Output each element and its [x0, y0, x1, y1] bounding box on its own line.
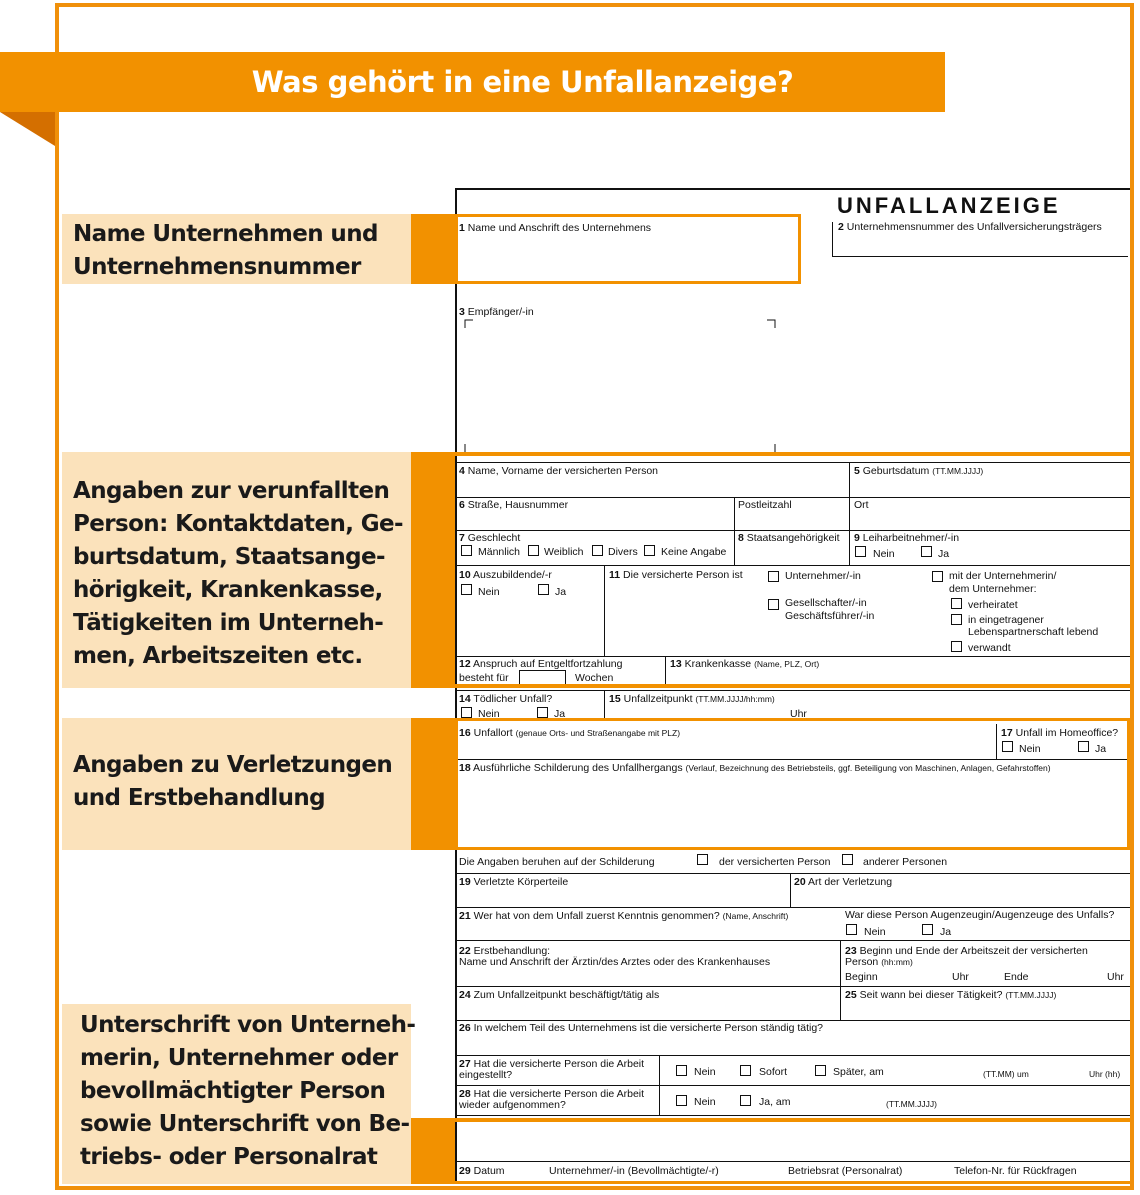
- field-2-label: 2 Unternehmensnummer des Unfallversicherungsträgers: [838, 221, 1102, 233]
- partner-label: Gesellschafter/-in: [785, 597, 867, 609]
- signature-line: [455, 1161, 1130, 1162]
- callback-phone-label: Telefon-Nr. für Rückfragen: [954, 1165, 1077, 1177]
- gender-female-checkbox[interactable]: [528, 545, 539, 556]
- homeoffice-no-label: Nein: [1019, 743, 1041, 755]
- sidebar-text-signature: [80, 1009, 415, 1174]
- sidebar-line: Tätigkeiten im Unterneh-: [73, 610, 384, 636]
- homeoffice-yes-checkbox[interactable]: [1078, 741, 1089, 752]
- city-label: Ort: [854, 499, 869, 511]
- col-line: [849, 497, 850, 565]
- fatal-no-checkbox[interactable]: [461, 707, 472, 718]
- field-29-label: 29 Datum: [459, 1165, 505, 1177]
- row-line: [455, 690, 1130, 691]
- gender-male-checkbox[interactable]: [461, 545, 472, 556]
- col-line: [604, 565, 605, 656]
- field-6-label: 6 Straße, Hausnummer: [459, 499, 569, 511]
- field-17-label: 17 Unfall im Homeoffice?: [1001, 727, 1119, 739]
- fatal-no-label: Nein: [478, 708, 500, 720]
- field-23-sub-label: Person (hh:mm): [845, 956, 913, 968]
- sidebar-line: Unterschrift von Unterneh-: [80, 1012, 416, 1038]
- eyewitness-question: War diese Person Augenzeugin/Augenzeuge des Unfalls?: [845, 909, 1115, 921]
- account-insured-label: der versicherten Person: [719, 856, 831, 868]
- married-label: verheiratet: [968, 599, 1018, 611]
- connector-person: [411, 452, 455, 688]
- sidebar-line: und Erstbehandlung: [73, 785, 326, 811]
- connector-company: [411, 214, 455, 284]
- connector-signature: [411, 1118, 455, 1184]
- stopped-date-format: (TT.MM) um: [983, 1069, 1029, 1079]
- relative-checkbox[interactable]: [951, 641, 962, 652]
- field-22-sub-label: Name und Anschrift der Ärztin/des Arztes oder des Krankenhauses: [459, 956, 771, 968]
- sidebar-line: Unternehmensnummer: [73, 254, 361, 280]
- row-line: [455, 940, 1130, 941]
- banner-fold: [0, 112, 55, 146]
- field-3-label: 3 Empfänger/-in: [459, 306, 534, 318]
- row-line: [455, 656, 1130, 657]
- stopped-hour-format: Uhr (hh): [1089, 1069, 1121, 1079]
- weeks-label: Wochen: [575, 672, 614, 684]
- trainee-no-label: Nein: [478, 586, 500, 598]
- partnership-label-1: in eingetragener: [968, 614, 1044, 626]
- account-others-label: anderer Personen: [863, 856, 948, 868]
- recipient-corner-marks: [463, 318, 781, 454]
- sidebar-line: bevollmächtigter Person: [80, 1078, 386, 1104]
- row-line: [455, 873, 1130, 874]
- resumed-yes-label: Ja, am: [759, 1096, 791, 1108]
- orange-bottom-line: [455, 1181, 1130, 1184]
- field-2-border: [832, 222, 833, 257]
- sidebar-text-person: [73, 475, 403, 673]
- field-8-label: 8 Staatsangehörigkeit: [738, 532, 840, 544]
- homeoffice-yes-label: Ja: [1095, 743, 1107, 755]
- field-24-label: 24 Zum Unfallzeitpunkt beschäftigt/tätig als: [459, 989, 660, 1001]
- time-uhr-label: Uhr: [790, 708, 807, 720]
- col-line: [996, 724, 997, 759]
- field-10-label: 10 Auszubildende/-r: [459, 569, 552, 581]
- partnership-checkbox[interactable]: [951, 614, 962, 625]
- resumed-no-label: Nein: [694, 1096, 716, 1108]
- field-28-sub-label: wieder aufgenommen?: [459, 1099, 566, 1111]
- orange-separator-end-person: [455, 684, 1130, 688]
- resumed-yes-checkbox[interactable]: [740, 1095, 751, 1106]
- fatal-yes-checkbox[interactable]: [537, 707, 548, 718]
- trainee-yes-checkbox[interactable]: [538, 584, 549, 595]
- signature-works-council-label: Betriebsrat (Personalrat): [788, 1165, 903, 1177]
- field-15-label: 15 Unfallzeitpunkt (TT.MM.JJJJ/hh:mm): [609, 693, 775, 705]
- partner-manager-checkbox[interactable]: [768, 599, 779, 610]
- trainee-yes-label: Ja: [555, 586, 567, 598]
- field-5-label: 5 Geburtsdatum (TT.MM.JJJJ): [854, 465, 984, 477]
- temp-worker-no-checkbox[interactable]: [855, 546, 866, 557]
- row-line: [455, 1085, 1130, 1086]
- trainee-no-checkbox[interactable]: [461, 584, 472, 595]
- eyewitness-yes-label: Ja: [940, 926, 952, 938]
- start-label: Beginn: [845, 971, 878, 983]
- field-2-underline: [832, 256, 1128, 257]
- orange-separator-person: [455, 452, 1130, 456]
- related-to-owner-checkbox[interactable]: [932, 571, 943, 582]
- entrepreneur-checkbox[interactable]: [768, 571, 779, 582]
- sidebar-line: sowie Unterschrift von Be-: [80, 1111, 410, 1137]
- field-7-label: 7 Geschlecht: [459, 532, 521, 544]
- row-line: [455, 530, 1130, 531]
- banner-title: Was gehört in eine Unfallanzeige?: [251, 65, 794, 99]
- row-line: [455, 907, 1130, 908]
- row-line: [455, 565, 1130, 566]
- field-12-sub-label: besteht für: [459, 672, 509, 684]
- eyewitness-yes-checkbox[interactable]: [922, 924, 933, 935]
- postcode-label: Postleitzahl: [738, 499, 792, 511]
- row-line: [455, 1055, 1130, 1056]
- end-label: Ende: [1004, 971, 1029, 983]
- field-16-label: 16 Unfallort (genaue Orts- und Straßenangabe mit PLZ): [459, 727, 681, 739]
- orange-separator-signature: [455, 1118, 1130, 1122]
- sidebar-text-company: [73, 218, 378, 284]
- end-uhr-label: Uhr: [1107, 971, 1124, 983]
- col-line: [734, 497, 735, 565]
- field-26-label: 26 In welchem Teil des Unternehmens ist die versicherte Person ständig tätig?: [459, 1022, 824, 1034]
- gender-diverse-label: Divers: [608, 546, 638, 558]
- temp-worker-no-label: Nein: [873, 548, 895, 560]
- field-9-label: 9 Leiharbeitnehmer/-in: [854, 532, 960, 544]
- stopped-later-label: Später, am: [833, 1066, 884, 1078]
- account-others-checkbox[interactable]: [842, 854, 853, 865]
- stopped-immediately-checkbox[interactable]: [740, 1065, 751, 1076]
- form-title: UNFALLANZEIGE: [837, 193, 1061, 218]
- stopped-immediately-label: Sofort: [759, 1066, 788, 1078]
- temp-worker-yes-checkbox[interactable]: [921, 546, 932, 557]
- gender-diverse-checkbox[interactable]: [592, 545, 603, 556]
- gender-male-label: Männlich: [478, 546, 521, 558]
- row-line: [455, 497, 1130, 498]
- field-11-label: 11 Die versicherte Person ist: [609, 569, 743, 581]
- field-27-sub-label: eingestellt?: [459, 1069, 513, 1081]
- field-25-label: 25 Seit wann bei dieser Tätigkeit? (TT.MM.JJJJ): [845, 989, 1057, 1001]
- gender-none-label: Keine Angabe: [661, 546, 727, 558]
- stopped-no-checkbox[interactable]: [676, 1065, 687, 1076]
- row-line: [455, 1020, 1130, 1021]
- sidebar-line: Angaben zur verunfallten: [73, 478, 390, 504]
- field-12-label: 12 Anspruch auf Entgeltfortzahlung: [459, 658, 623, 670]
- col-line: [840, 940, 841, 1020]
- row-line: [455, 1115, 1130, 1116]
- sidebar-line: burtsdatum, Staatsange-: [73, 544, 385, 570]
- sidebar-line: hörigkeit, Krankenkasse,: [73, 577, 383, 603]
- sidebar-line: Angaben zu Verletzungen: [73, 752, 393, 778]
- sidebar-line: Person: Kontaktdaten, Ge-: [73, 511, 403, 537]
- col-line: [604, 690, 605, 718]
- account-insured-checkbox[interactable]: [697, 854, 708, 865]
- sidebar-line: merin, Unternehmer oder: [80, 1045, 398, 1071]
- connector-injury: [411, 718, 455, 850]
- field-13-label: 13 Krankenkasse (Name, PLZ, Ort): [670, 658, 820, 670]
- field-21-label: 21 Wer hat von dem Unfall zuerst Kenntnis genommen? (Name, Anschrift): [459, 910, 789, 922]
- manager-label: Geschäftsführer/-in: [785, 610, 875, 622]
- relative-label: verwandt: [968, 642, 1011, 654]
- eyewitness-no-label: Nein: [864, 926, 886, 938]
- field-27-label: 27 Hat die versicherte Person die Arbeit: [459, 1058, 645, 1070]
- gender-none-checkbox[interactable]: [644, 545, 655, 556]
- field-19-label: 19 Verletzte Körperteile: [459, 876, 569, 888]
- signature-owner-label: Unternehmer/-in (Bevollmächtigte/-r): [549, 1165, 719, 1177]
- account-based-on-label: Die Angaben beruhen auf der Schilderung: [459, 856, 655, 868]
- resumed-no-checkbox[interactable]: [676, 1095, 687, 1106]
- fatal-yes-label: Ja: [554, 708, 566, 720]
- stopped-later-checkbox[interactable]: [815, 1065, 826, 1076]
- field-4-label: 4 Name, Vorname der versicherten Person: [459, 465, 659, 477]
- sidebar-line: Name Unternehmen und: [73, 221, 378, 247]
- col-line: [665, 656, 666, 686]
- partnership-label-2: Lebenspartnerschaft lebend: [968, 626, 1099, 638]
- continued-pay-weeks-input[interactable]: [519, 670, 566, 685]
- field-28-label: 28 Hat die versicherte Person die Arbeit: [459, 1088, 645, 1100]
- gender-female-label: Weiblich: [544, 546, 584, 558]
- resumed-date-format: (TT.MM.JJJJ): [886, 1099, 937, 1109]
- col-line: [849, 462, 850, 497]
- homeoffice-no-checkbox[interactable]: [1002, 741, 1013, 752]
- temp-worker-yes-label: Ja: [938, 548, 950, 560]
- row-line: [455, 462, 1130, 463]
- field-20-label: 20 Art der Verletzung: [794, 876, 893, 888]
- sidebar-line: triebs- oder Personalrat: [80, 1144, 378, 1170]
- row-line: [455, 986, 1130, 987]
- field-1-label: 1 Name und Anschrift des Unternehmens: [459, 222, 652, 234]
- related-label-1: mit der Unternehmerin/: [949, 570, 1057, 582]
- col-line: [790, 873, 791, 907]
- field-14-label: 14 Tödlicher Unfall?: [459, 693, 553, 705]
- married-checkbox[interactable]: [951, 598, 962, 609]
- field-22-label: 22 Erstbehandlung:: [459, 945, 551, 957]
- stopped-no-label: Nein: [694, 1066, 716, 1078]
- entrepreneur-label: Unternehmer/-in: [785, 570, 861, 582]
- start-uhr-label: Uhr: [952, 971, 969, 983]
- sidebar-line: men, Arbeitszeiten etc.: [73, 643, 363, 669]
- field-18-label: 18 Ausführliche Schilderung des Unfallhergangs (Verlauf, Bezeichnung des Betriebsteils, ggf. Beteiligung von Maschinen, Anlagen, Gefahrstoffen): [459, 762, 1051, 774]
- eyewitness-no-checkbox[interactable]: [846, 924, 857, 935]
- sidebar-text-injury: [73, 749, 392, 815]
- row-line: [458, 759, 1127, 760]
- field-23-label: 23 Beginn und Ende der Arbeitszeit der versicherten: [845, 945, 1088, 957]
- related-label-2: dem Unternehmer:: [949, 583, 1037, 595]
